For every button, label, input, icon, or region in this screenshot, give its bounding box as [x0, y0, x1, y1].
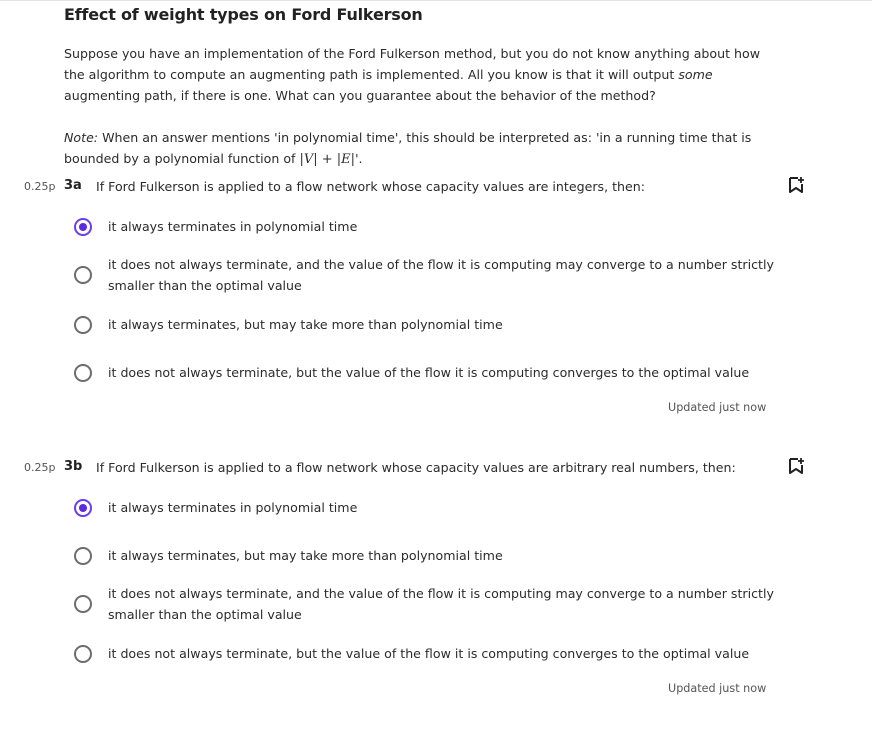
option-3b-1[interactable]	[74, 497, 774, 518]
option-label: it does not always terminate, and the value of the flow it is computing may converge to a number strictly smaller than the optimal value	[108, 257, 774, 293]
bookmark-plus-icon[interactable]	[788, 457, 804, 475]
status-text: Updated just now	[668, 682, 767, 695]
option-3a-2[interactable]	[74, 254, 774, 296]
question-number: 3a	[64, 178, 82, 193]
bookmark-plus-icon[interactable]	[788, 176, 804, 194]
note-line	[64, 148, 784, 170]
note-text: bounded by a polynomial function of	[64, 151, 300, 166]
option-3b-3[interactable]	[74, 583, 774, 625]
status-text: Updated just now	[668, 401, 767, 414]
radio-button[interactable]	[74, 218, 92, 236]
option-3b-2[interactable]	[74, 545, 774, 566]
option-3b-4[interactable]	[74, 643, 774, 664]
radio-button[interactable]	[74, 499, 92, 517]
option-label: it always terminates in polynomial time	[108, 500, 358, 515]
question-text: If Ford Fulkerson is applied to a flow network whose capacity values are integers, then:	[96, 179, 645, 194]
option-3a-4[interactable]	[74, 362, 774, 383]
question-header-3b	[0, 457, 872, 479]
note-paragraph	[64, 127, 784, 170]
intro-line: augmenting path, if there is one. What can you guarantee about the behavior of the method?	[64, 88, 656, 103]
note-label: Note:	[64, 130, 99, 145]
question-number: 3b	[64, 459, 83, 474]
intro-text: the algorithm to compute an augmenting path is implemented. All you know is that it will output	[64, 67, 679, 82]
radio-button[interactable]	[74, 645, 92, 663]
radio-button[interactable]	[74, 595, 92, 613]
option-label: it does not always terminate, but the value of the flow it is computing converges to the optimal value	[108, 646, 750, 661]
note-math: |V| + |E|	[299, 152, 356, 167]
radio-button[interactable]	[74, 547, 92, 565]
radio-button[interactable]	[74, 266, 92, 284]
intro-line	[64, 64, 784, 85]
option-3a-3[interactable]	[74, 314, 774, 335]
option-label: it does not always terminate, but the value of the flow it is computing converges to the optimal value	[108, 365, 750, 380]
option-label: it always terminates, but may take more than polynomial time	[108, 548, 503, 563]
intro-line: Suppose you have an implementation of the Ford Fulkerson method, but you do not know anything about how	[64, 46, 761, 61]
intro-emphasis: some	[678, 67, 713, 82]
question-header-3a	[0, 176, 872, 198]
radio-button[interactable]	[74, 316, 92, 334]
question-points: 0.25p	[24, 461, 56, 474]
intro-paragraph	[64, 43, 784, 106]
option-label: it always terminates, but may take more than polynomial time	[108, 317, 503, 332]
top-divider	[0, 0, 872, 1]
option-label: it always terminates in polynomial time	[108, 219, 358, 234]
option-3a-1[interactable]	[74, 216, 774, 237]
radio-button[interactable]	[74, 364, 92, 382]
page-title: Effect of weight types on Ford Fulkerson	[64, 5, 423, 24]
question-text: If Ford Fulkerson is applied to a flow network whose capacity values are arbitrary real numbers, then:	[96, 460, 736, 475]
question-points: 0.25p	[24, 180, 56, 193]
option-label: it does not always terminate, and the value of the flow it is computing may converge to a number strictly smaller than the optimal value	[108, 586, 774, 622]
note-end: '.	[355, 151, 363, 166]
note-line	[64, 127, 784, 148]
note-text: When an answer mentions 'in polynomial time', this should be interpreted as: 'in a running time that is	[98, 130, 752, 145]
